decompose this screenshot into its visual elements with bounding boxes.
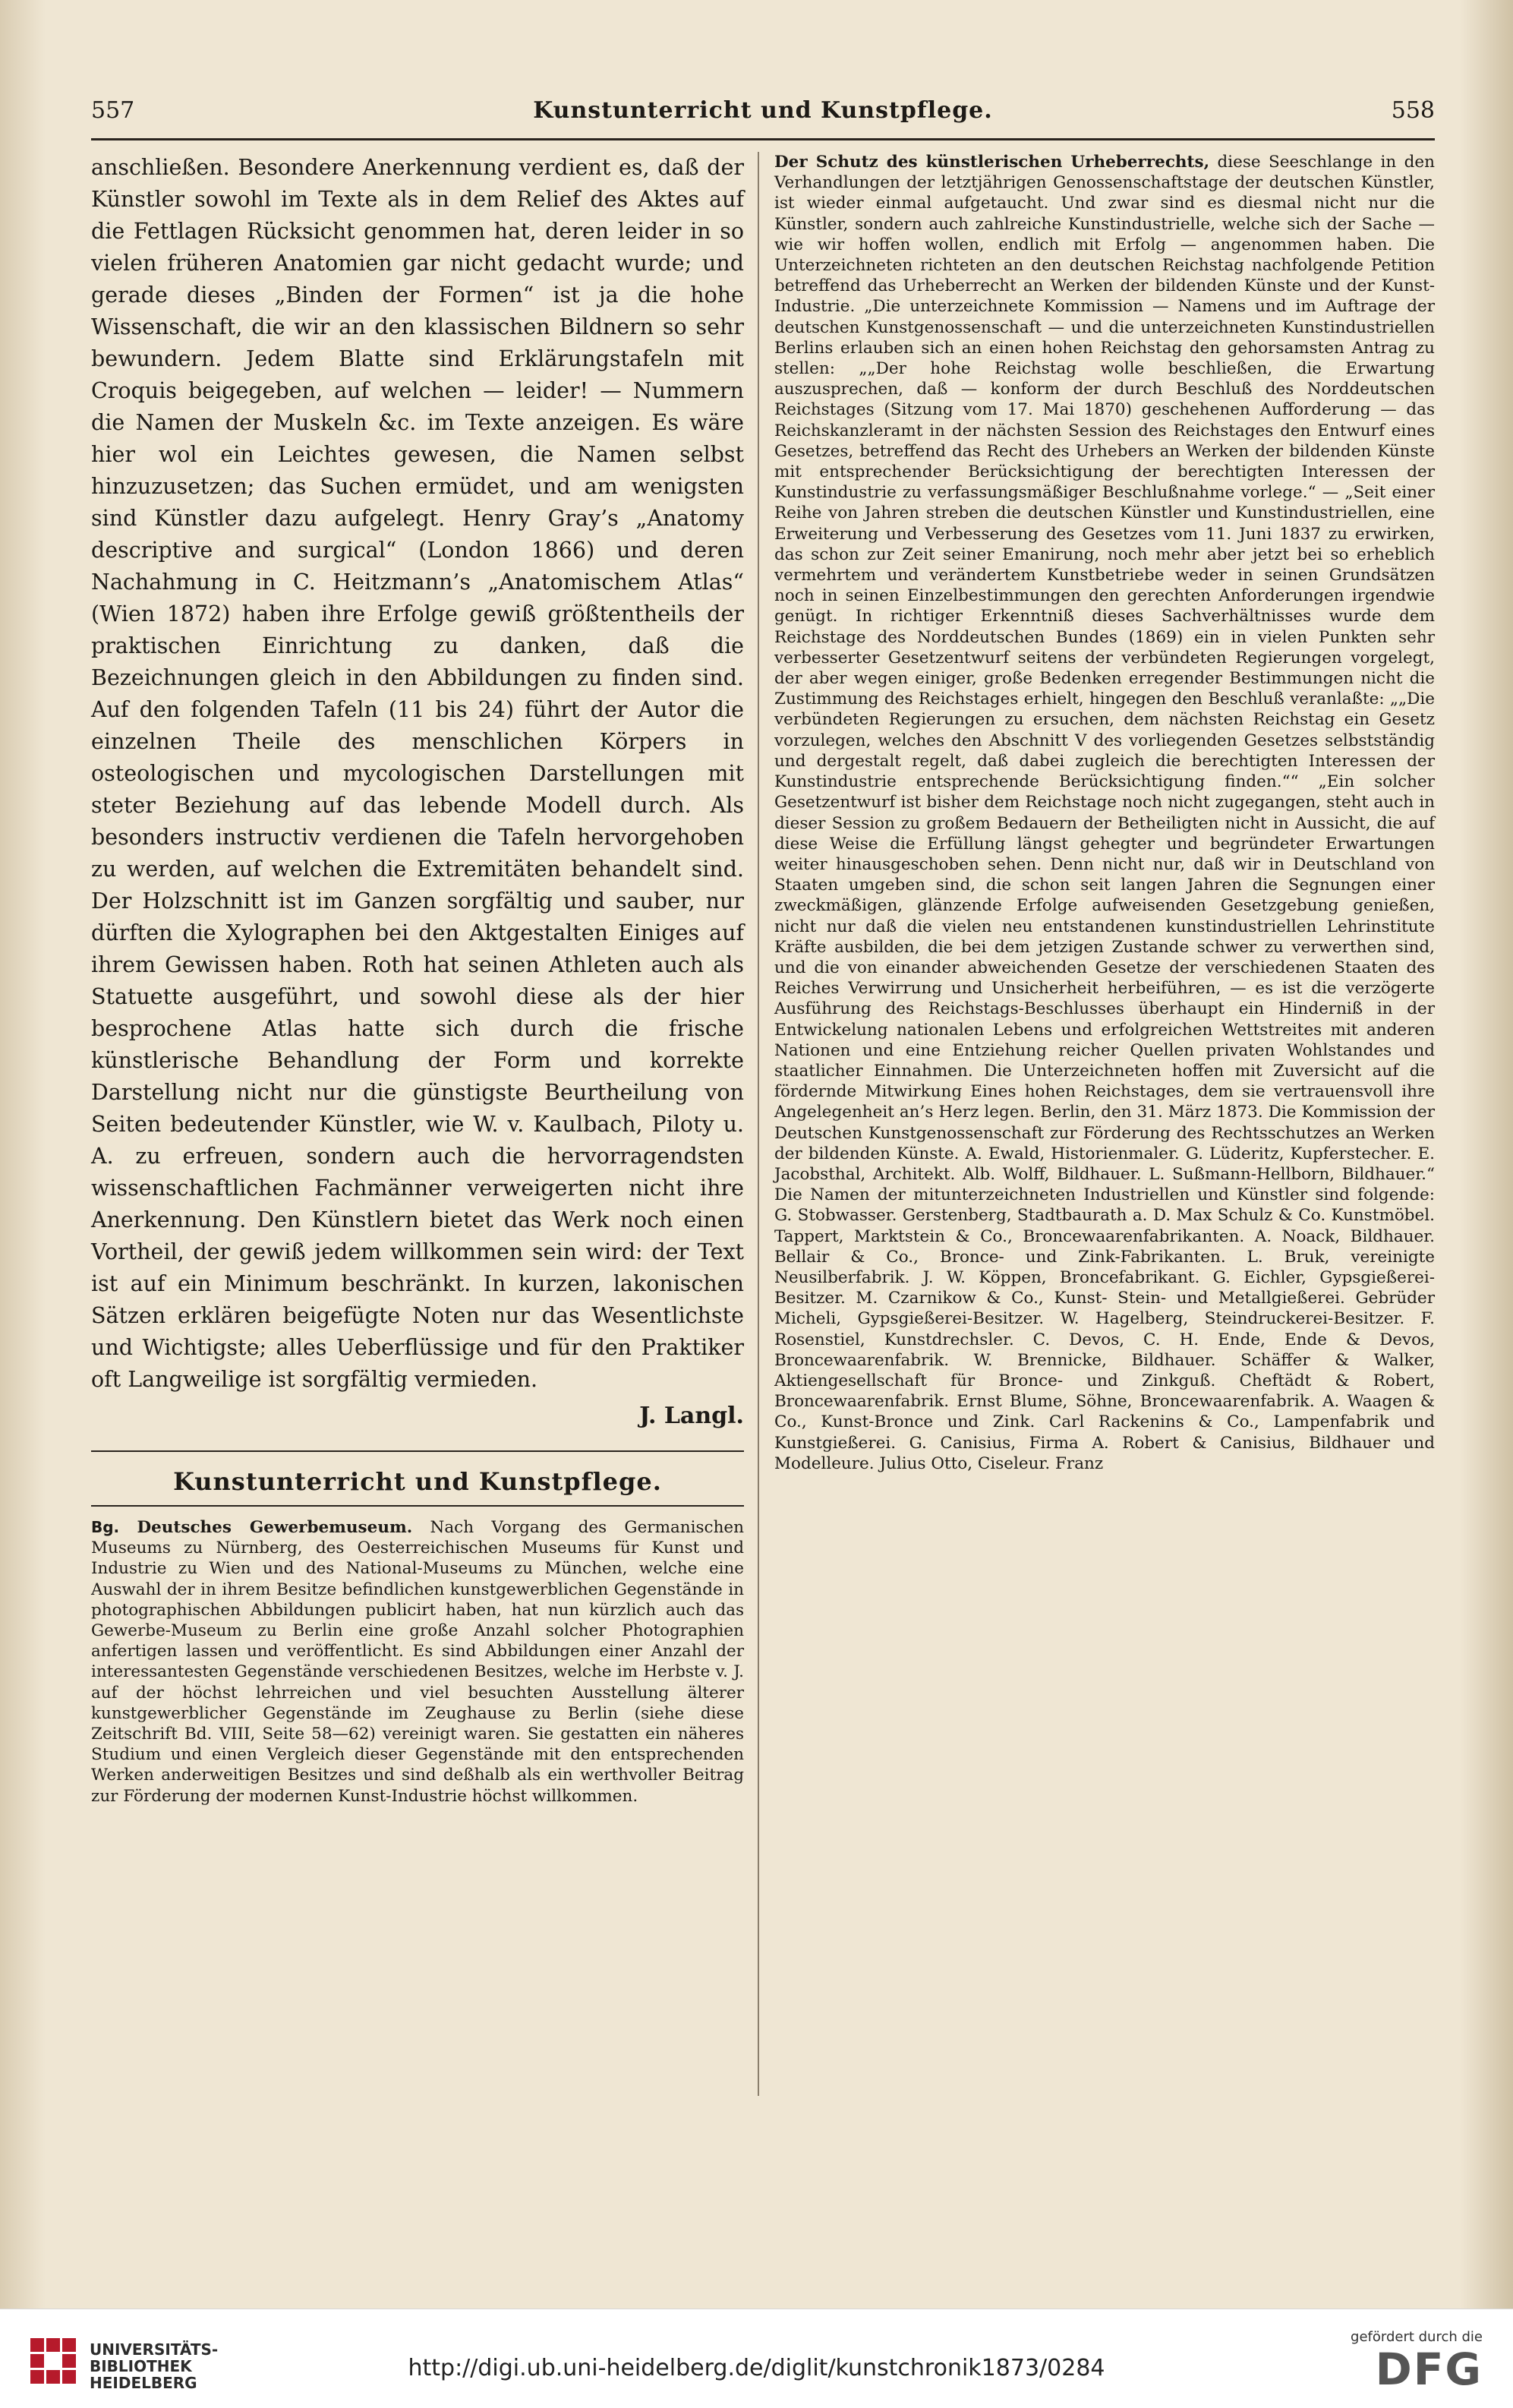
library-name: UNIVERSITÄTS- BIBLIOTHEK HEIDELBERG	[90, 2340, 219, 2392]
scan-shadow-left	[0, 0, 46, 2309]
article-lead: Deutsches Gewerbemuseum.	[137, 1518, 413, 1537]
header-rule	[91, 138, 1435, 140]
permalink-url[interactable]: http://digi.ub.uni-heidelberg.de/diglit/kunstchronik1873/0284	[408, 2355, 1105, 2381]
byline: Bg.	[91, 1518, 120, 1536]
gewerbemuseum-article	[91, 1517, 744, 1807]
dfg-logo: DFG	[1375, 2343, 1483, 2395]
section-rule-top	[91, 1450, 744, 1452]
review-paragraph: anschließen. Besondere Anerkennung verdient es, daß der Künstler sowohl im Texte als in dem Relief des Aktes auf die Fettlagen Rücksicht genommen hat, deren leider in so vielen früheren Anatomien gar nicht gedacht wurde; und gerade dieses „Binden der Formen“ ist ja die hohe Wissenschaft, die wir an den klassischen Bildnern so sehr bewundern. Jedem Blatte sind Erklärungstafeln mit Croquis beigegeben, auf welchen — leider! — Nummern die Namen der Muskeln &c. im Texte anzeigen. Es wäre hier wol ein Leichtes gewesen, die Namen selbst hinzuzusetzen; das Suchen ermüdet, und am wenigsten sind Künstler dazu aufgelegt. Henry Gray’s „Anatomy descriptive and surgical“ (London 1866) und deren Nachahmung in C. Heitzmann’s „Anatomischem Atlas“ (Wien 1872) haben ihre Erfolge gewiß größtentheils der praktischen Einrichtung zu danken, daß die Bezeichnungen gleich in den Abbildungen zu finden sind. Auf den folgenden Tafeln (11 bis 24) führt der Autor die einzelnen Theile des menschlichen Körpers in osteologischen und mycologischen Darstellungen mit steter Beziehung auf das lebende Modell durch. Als besonders instructiv verdienen die Tafeln hervorgehoben zu werden, auf welchen die Extremitäten behandelt sind. Der Holzschnitt ist im Ganzen sorgfältig und sauber, nur dürften die Xylographen bei den Aktgestalten Einiges auf ihrem Gewissen haben. Roth hat seinen Athleten auch als Statuette ausgeführt, und sowohl diese als der hier besprochene Atlas hatte sich durch die frische künstlerische Behandlung der Form und korrekte Darstellung nicht nur die günstigste Beurtheilung von Seiten bedeutender Künstler, wie W. v. Kaulbach, Piloty u. A. zu erfreuen, sondern auch die hervorragendsten wissenschaftlichen Fachmänner verweigerten nicht ihre Anerkennung. Den Künstlern bietet das Werk noch einen Vortheil, der gewiß jedem willkommen sein wird: der Text ist auf ein Minimum beschränkt. In kurzen, lakonischen Sätzen erklären beigefügte Noten nur das Wesentlichste und Wichtigste; alles Ueberflüssige und für den Praktiker oft Langweilige ist sorgfältig vermieden.	[91, 155, 744, 1392]
urheberrecht-article	[774, 152, 1435, 1474]
page-header	[91, 90, 1435, 135]
page-number-right: 558	[1391, 97, 1435, 124]
sponsor	[1351, 2329, 1483, 2394]
viewer-footer	[0, 2309, 1513, 2408]
sponsor-text: gefördert durch die	[1351, 2329, 1483, 2345]
page-number-left: 557	[91, 97, 135, 124]
left-column	[91, 152, 744, 1807]
article-text: Nach Vorgang des Germanischen Museums zu Nürnberg, des Oesterreichischen Museums für Kunst und Industrie zu Wien und des National-Museums zu München, welche eine Auswahl der in ihrem Besitze befindlichen kunstgewerblichen Gegenstände in photographischen Abbildungen publicirt haben, hat nun kürzlich auch das Gewerbe-Museum zu Berlin eine große Anzahl solcher Photographien anfertigen lassen und veröffentlicht. Es sind Abbildungen einer Anzahl der interessantesten Gegenstände verschiedenen Besitzes, welche im Herbste v. J. auf der höchst lehrreichen und viel besuchten Ausstellung älterer kunstgewerblicher Gegenstände im Zeughause zu Berlin (siehe diese Zeitschrift Bd. VIII, Seite 58—62) vereinigt waren. Sie gestatten ein näheres Studium und einen Vergleich dieser Gegenstände mit den entsprechenden Werken anderweitigen Besitzes und sind deßhalb als ein werthvoller Beitrag zur Förderung der modernen Kunst-Industrie höchst willkommen.	[91, 1518, 744, 1806]
right-column	[774, 152, 1435, 1474]
signature: J. Langl.	[639, 1403, 744, 1429]
column-divider	[758, 152, 759, 2096]
scan-shadow-right	[1460, 0, 1513, 2309]
running-title: Kunstunterricht und Kunstpflege.	[533, 97, 993, 124]
article-lead: Der Schutz des künstlerischen Urheberrechts,	[774, 153, 1210, 172]
article-text: diese Seeschlange in den Verhandlungen der letztjährigen Genossenschaftstage der deutschen Künstler, ist wieder einmal aufgetaucht. Und zwar sind es diesmal nicht nur die Künstler, sondern auch zahlreiche Kunstindustrielle, welche sich der Sache — wie wir hoffen wollen, endlich mit Erfolg — angenommen haben. Die Unterzeichneten richteten an den deutschen Reichstag nachfolgende Petition betreffend das Urheberrecht an Werken der bildenden Künste und der Kunst-Industrie. „Die unterzeichnete Kommission — Namens und im Auftrage der deutschen Kunstgenossenschaft — und die unterzeichneten Kunstindustriellen Berlins erlauben sich an einen hohen Reichstag den gehorsamsten Antrag zu stellen: „„Der hohe Reichstag wolle beschließen, die Erwartung auszusprechen, daß — konform der durch Beschluß des Norddeutschen Reichstages (Sitzung vom 17. Mai 1870) geschehenen Aufforderung — das Reichskanzleramt in der nächsten Session des Reichstages den Entwurf eines Gesetzes, betreffend das Recht des Urhebers an Werken der bildenden Künste mit entsprechender Berücksichtigung der berechtigten Interessen der Kunstindustrie zu verfassungsmäßiger Beschlußnahme vorlege.“ — „Seit einer Reihe von Jahren streben die deutschen Künstler und Kunstindustriellen, eine Erweiterung und Verbesserung des Gesetzes vom 11. Juni 1837 zu erwirken, das schon zur Zeit seiner Emanirung, noch mehr aber jetzt bei so erheblich vermehrtem und verändertem Kunstbetriebe weder in seinen Grundsätzen noch in seinen Einzelbestimmungen den gerechten Anforderungen irgendwie genügt. In richtiger Erkenntniß dieses Sachverhältnisses wurde dem Reichstage des Norddeutschen Bundes (1869) ein in vielen Punkten sehr verbesserter Gesetzentwurf seitens der verbündeten Regierungen vorgelegt, der aber wegen einiger, große Bedenken erregender Bestimmungen nicht die Zustimmung des Reichstages erhielt, hingegen den Beschluß veranlaßte: „„Die verbündeten Regierungen zu ersuchen, dem nächsten Reichstag ein Gesetz vorzulegen, welches den Abschnitt V des vorliegenden Gesetzes selbstständig und dergestalt regelt, daß dabei zugleich die berechtigten Interessen der Kunstindustrie entsprechende Berücksichtigung finden.““ „Ein solcher Gesetzentwurf ist bisher dem Reichstage noch nicht zugegangen, steht auch in dieser Session zu großem Bedauern der Betheiligten nicht in Aussicht, die auf diese Weise die Erfüllung längst gehegter und begründeter Erwartungen weiter hinausgeschoben sehen. Denn nicht nur, daß wir in Deutschland von Staaten umgeben sind, die schon seit langen Jahren die Segnungen einer zweckmäßigen, glänzende Erfolge aufweisenden Gesetzgebung genießen, nicht nur daß die vielen neu entstandenen kunstindustriellen Lehrinstitute Kräfte ausbilden, die bei dem jetzigen Zustande schwer zu verwerthen sind, und die von einander abweichenden Gesetze der verschiedenen Staaten des Reiches Verwirrung und Unsicherheit herbeiführen, — es ist die verzögerte Ausführung des Reichstags-Beschlusses überhaupt ein Hinderniß in der Entwickelung nationalen Lebens und erfolgreichen Wettstreites mit anderen Nationen und eine Entziehung reicher Quellen privaten Wohlstandes und staatlicher Einnahmen. Die Unterzeichneten hoffen mit Zuversicht auf die fördernde Mitwirkung Eines hohen Reichstages, dem sie vertrauensvoll ihre Angelegenheit an’s Herz legen. Berlin, den 31. März 1873. Die Kommission der Deutschen Kunstgenossenschaft zur Förderung des Rechtsschutzes an Werken der bildenden Künste. A. Ewald, Historienmaler. G. Lüderitz, Kupferstecher. E. Jacobsthal, Architekt. Alb. Wolff, Bildhauer. L. Sußmann-Hellborn, Bildhauer.“ Die Namen der mitunterzeichneten Industriellen und Künstler sind folgende: G. Stobwasser. Gerstenberg, Stadtbaurath a. D. Max Schulz & Co. Kunstmöbel. Tappert, Marktstein & Co., Broncewaarenfabrikanten. A. Noack, Bildhauer. Bellair & Co., Bronce- und Zink-Fabrikanten. L. Bruk, vereinigte Neusilberfabrik. J. W. Köppen, Broncefabrikant. G. Eichler, Gypsgießerei-Besitzer. M. Czarnikow & Co., Kunst- Stein- und Metallgießerei. Gebrüder Micheli, Gypsgießerei-Besitzer. W. Hagelberg, Steindruckerei-Besitzer. F. Rosenstiel, Kunstdrechsler. C. Devos, C. H. Ende, Ende & Devos, Broncewaarenfabrik. W. Brennicke, Bildhauer. Schäffer & Walker, Aktiengesellschaft für Bronce- und Zinkguß. Cheftädt & Robert, Broncewaarenfabrik. Ernst Blume, Söhne, Broncewaarenfabrik. A. Waagen & Co., Kunst-Bronce und Zink. Carl Rackenins & Co., Lampenfabrik und Kunstgießerei. G. Canisius, Firma A. Robert & Canisius, Bildhauer und Modelleure. Julius Otto, Ciseleur. Franz	[774, 153, 1435, 1473]
section-rule-bottom	[91, 1505, 744, 1507]
section-heading: Kunstunterricht und Kunstpflege.	[173, 1467, 662, 1496]
